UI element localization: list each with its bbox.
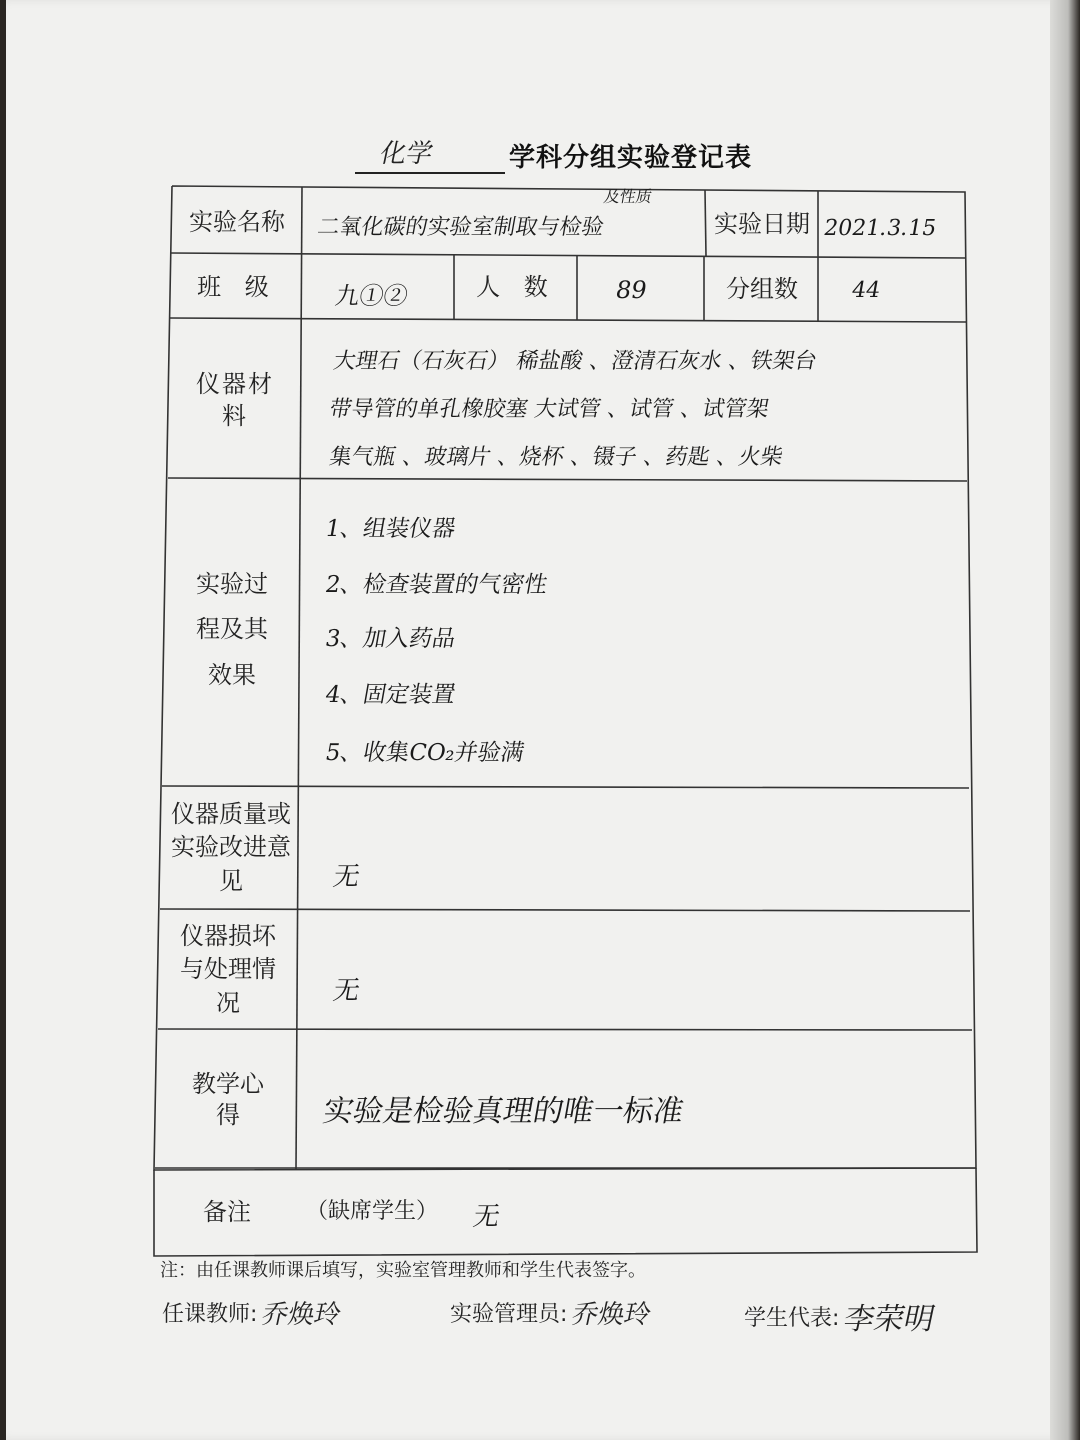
process-step: 5、收集CO₂并验满: [323, 740, 527, 766]
admin-label: 实验管理员:: [450, 1302, 568, 1327]
subject-blank: [355, 138, 505, 174]
experiment-date-value: 2021.3.15: [821, 216, 939, 241]
equipment-line-1: 大理石（石灰石） 稀盐酸 、澄清石灰水 、铁架台: [331, 349, 819, 374]
quality-label: 仪器质量或实验改进意见: [171, 799, 291, 895]
damage-value: 无: [330, 976, 363, 1006]
teacher-signature: 乔焕玲: [259, 1300, 345, 1330]
experiment-name-insert: 及性质: [602, 187, 654, 206]
experiment-date-label: 实验日期: [714, 209, 810, 238]
student-signature: 李荣明: [840, 1302, 939, 1337]
class-value: 九①②: [333, 282, 411, 310]
paper-stack-edge: [1050, 0, 1080, 1440]
experiment-name-value: 二氧化碳的实验室制取与检验: [315, 215, 606, 240]
process-label: 实验过程及其效果: [196, 569, 268, 689]
student-signature-field: [744, 1294, 939, 1338]
teacher-label: 任课教师:: [162, 1302, 258, 1327]
teaching-value: 实验是检验真理的唯一标准: [320, 1094, 687, 1129]
admin-signature-field: [450, 1294, 655, 1331]
teaching-label: 教学心得: [192, 1069, 264, 1129]
teacher-signature-field: [162, 1294, 345, 1331]
remarks-prefix: （缺席学生）: [306, 1199, 439, 1225]
process-step: 3、加入药品: [323, 626, 458, 652]
process-step: 1、组装仪器: [323, 516, 458, 542]
equipment-line-2: 带导管的单孔橡胶塞 大试管 、试管 、试管架: [327, 397, 771, 422]
class-label: 班 级: [197, 272, 277, 301]
footer-note: 注：由任课教师课后填写，实验室管理教师和学生代表签字。: [160, 1260, 646, 1281]
title-suffix: 学科分组实验登记表: [509, 143, 753, 173]
experiment-name-label: 实验名称: [189, 207, 285, 236]
people-label: 人 数: [476, 272, 556, 301]
groups-value: 44: [849, 278, 883, 303]
form-title: [355, 128, 835, 174]
admin-signature: 乔焕玲: [569, 1300, 655, 1330]
quality-value: 无: [330, 862, 363, 892]
groups-label: 分组数: [726, 274, 798, 303]
student-label: 学生代表:: [744, 1305, 840, 1331]
damage-label: 仪器损坏与处理情况: [180, 921, 276, 1017]
people-value: 89: [613, 276, 650, 304]
remarks-label: 备注: [203, 1197, 251, 1226]
equipment-line-3: 集气瓶 、玻璃片 、烧杯 、镊子 、药匙 、火柴: [327, 445, 785, 470]
process-step: 4、固定装置: [323, 682, 458, 708]
remarks-value: 无: [470, 1202, 503, 1232]
equipment-label: 仪器材料: [196, 369, 274, 430]
process-step: 2、检查装置的气密性: [323, 572, 550, 598]
subject-handwritten: 化学: [377, 139, 436, 169]
